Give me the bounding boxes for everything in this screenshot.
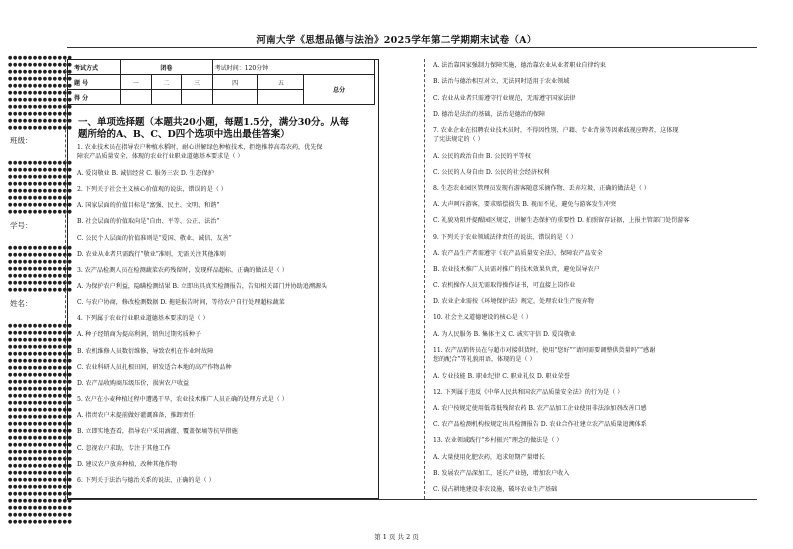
binding-dots: ●●●●●●●●●●●●●: [8, 287, 73, 293]
question-line: 您的配合”等礼貌用语，体现的是（ ）: [433, 356, 536, 363]
binding-dots: ●●●●●●●●●●●●●: [8, 111, 73, 117]
binding-dots: ●●●●●●●●●●●●●: [8, 323, 73, 329]
binding-dots: ●●●●●●●●●●●●●: [8, 498, 73, 504]
question-line: C. 农业科研人员扎根田间，研发适合本地的高产作物品种: [77, 364, 232, 371]
score-label: 得 分: [68, 90, 121, 105]
question-line: D. 农业企业需按《环境保护法》规定，处理农业生产废弃物: [433, 298, 594, 305]
binding-dots: ●●●●●●●●●●●●●: [8, 174, 73, 180]
binding-dots: ●●●●●●●●●●●●●: [8, 463, 73, 469]
binding-dots: ●●●●●●●●●●●●●: [8, 202, 73, 208]
question-line: 7. 农业企业在招聘农业技术员时，不得因性别、户籍、专业背景等因素歧视应聘者，这体现: [433, 127, 679, 134]
question-line: C. 农业从业者只需遵守行业规范，无需遵守国家法律: [433, 95, 576, 102]
binding-dots: ●●●●●●●●●●●●●: [8, 372, 73, 378]
question-line: C. 农产品检测机构按规定出具检测报告 D. 农业合作社建立农产品质量追溯体系: [433, 421, 647, 428]
binding-dots: ●●●●●●●●●●●●●: [8, 252, 73, 258]
binding-dots: ●●●●●●●●●●●●●: [8, 414, 73, 420]
question-line: B. 法治与德治相互对立，无法同时适用于农业领域: [433, 78, 570, 85]
binding-dots: ●●●●●●●●●●●●●: [8, 195, 73, 201]
exam-time: 考试时间：120分钟: [212, 60, 374, 75]
binding-dots: ●●●●●●●●●●●●●: [8, 421, 73, 427]
binding-dots: ●●●●●●●●●●●●●: [8, 365, 73, 371]
binding-dots: ●●●●●●●●●●●●●: [8, 104, 73, 110]
column-header: 四: [212, 75, 258, 90]
binding-dots: ●●●●●●●●●●●●●: [8, 428, 73, 434]
section-heading-line: 题所给的A、B、C、D四个选项中选出最佳答案）: [78, 129, 290, 140]
question-line: 了宪法规定的（ ）: [433, 136, 484, 143]
right-column-questions: [433, 0, 763, 549]
question-line: C. 农机操作人员无需取得操作证书，可直接上岗作业: [433, 282, 576, 289]
question-line: 5. 农户在小麦种植过程中遭遇干旱，农业技术推广人员正确的处理方式是（ ）: [77, 396, 288, 403]
binding-dots: ●●●●●●●●●●●●●: [8, 505, 73, 511]
binding-dots: ●●●●●●●●●●●●●: [8, 125, 73, 131]
question-line: B. 农业技术推广人员需对推广的技术效果负责，避免误导农户: [433, 266, 600, 273]
question-line: 6. 下列关于法治与德治关系的说法，正确的是（ ）: [77, 477, 215, 484]
binding-dots: ●●●●●●●●●●●●●: [8, 266, 73, 272]
question-line: A. 种子经销商为提高利润，销售过期劣质种子: [77, 331, 202, 338]
binding-dots: ●●●●●●●●●●●●●: [8, 280, 73, 286]
column-header: 五: [258, 75, 304, 90]
paper-title: 河南大学《思想品德与法治》2025学年第二学期期末试卷（A）: [256, 35, 537, 46]
question-line: A. 为人民服务 B. 集体主义 C. 诚实守信 D. 爱岗敬业: [433, 331, 576, 338]
binding-dots: ●●●●●●●●●●●●●: [8, 259, 73, 265]
binding-dots: ●●●●●●●●●●●●●: [8, 76, 73, 82]
left-column-questions: [77, 0, 377, 549]
binding-dots: ●●●●●●●●●●●●●: [8, 118, 73, 124]
binding-dots: ●●●●●●●●●●●●●: [8, 512, 73, 518]
binding-dots: ●●●●●●●●●●●●●: [8, 181, 73, 187]
binding-dots: ●●●●●●●●●●●●●: [8, 449, 73, 455]
binding-dots: ●●●●●●●●●●●●●: [8, 456, 73, 462]
page-number: 第 1 页 共 2 页: [374, 533, 419, 541]
name-label: 姓名：: [10, 299, 33, 308]
student-id-label: 学号：: [10, 221, 33, 230]
question-line: 13. 农业领域践行“乡村振兴”理念的做法是（ ）: [433, 437, 563, 444]
question-line: A. 国家层面的价值目标是“富强、民主、文明、和谐”: [77, 202, 220, 209]
binding-dots: ●●●●●●●●●●●●●: [8, 97, 73, 103]
binding-dots: ●●●●●●●●●●●●●: [8, 90, 73, 96]
binding-dots: ●●●●●●●●●●●●●: [8, 69, 73, 75]
question-line: D. 农产品收购商压级压价，损害农户收益: [77, 380, 190, 387]
question-line: D. 德治是法治的基础，法治是德治的保障: [433, 111, 546, 118]
binding-dots: ●●●●●●●●●●●●●: [8, 55, 73, 61]
binding-dots: ●●●●●●●●●●●●●: [8, 393, 73, 399]
question-line: 9. 下列关于农业领域法律责任的说法，错误的是（ ）: [433, 234, 577, 241]
section-heading-line: 一、单项选择题（本题共20小题，每题1.5分，满分30分。从每: [78, 117, 349, 128]
question-line: 8. 生态农业园区管理员发现有游客随意采摘作物、丢弃垃圾，正确的做法是（ ）: [433, 185, 650, 192]
binding-dots: ●●●●●●●●●●●●●: [8, 83, 73, 89]
column-divider: [424, 59, 425, 499]
class-label: 班级：: [10, 136, 33, 145]
question-line: 障农产品质量安全，体现的农业行业职业道德基本要求是（ ）: [77, 153, 244, 160]
column-header: 一: [121, 75, 152, 90]
binding-dots: ●●●●●●●●●●●●●: [8, 386, 73, 392]
binding-dots: ●●●●●●●●●●●●●: [8, 330, 73, 336]
binding-strip: [0, 55, 73, 525]
question-line: D. 农业从业者只需践行“敬业”准则，无需关注其他准则: [77, 251, 226, 258]
question-line: B. 农机维修人员数衍维修，导致农机在作业时故障: [77, 348, 214, 355]
binding-dots: ●●●●●●●●●●●●●: [8, 470, 73, 476]
binding-dots: ●●●●●●●●●●●●●: [8, 160, 73, 166]
column-header: 二: [151, 75, 182, 90]
total-label: 总分: [304, 75, 375, 105]
question-line: C. 忽视农户求助，专注于其他工作: [77, 445, 171, 452]
question-line: A. 法治靠国家强制力保障实施，德治靠农业从业者职业自律约束: [433, 62, 606, 69]
binding-dots: ●●●●●●●●●●●●●: [8, 484, 73, 490]
question-line: 10. 社会主义道德建设的核心是（ ）: [433, 314, 532, 321]
question-line: A. 专业技能 B. 职业纪律 C. 职业礼仪 D. 职业荣誉: [433, 373, 570, 380]
binding-dots: ●●●●●●●●●●●●●: [8, 337, 73, 343]
question-line: A. 大声呵斥游客，要求赔偿损失 B. 视而不见，避免与游客发生冲突: [433, 201, 617, 208]
binding-dots: ●●●●●●●●●●●●●: [8, 477, 73, 483]
binding-dots: ●●●●●●●●●●●●●: [8, 351, 73, 357]
exam-mode-value: 闭卷: [121, 60, 213, 75]
exam-mode-label: 考试方式: [68, 60, 121, 75]
binding-dots: ●●●●●●●●●●●●●: [8, 245, 73, 251]
binding-dots: ●●●●●●●●●●●●●: [8, 358, 73, 364]
binding-dots: ●●●●●●●●●●●●●: [8, 344, 73, 350]
question-line: B. 立即实地查看，指导农户采用滴灌、覆盖保墒等抗旱措施: [77, 428, 238, 435]
binding-dots: ●●●●●●●●●●●●●: [8, 167, 73, 173]
question-line: 3. 农产品检测人员在检测蔬菜农药残留时，发现样品超标，正确的做法是（ ）: [77, 267, 288, 274]
question-line: C. 与农户协商，修改检测数据 D. 拖延报告时间，等待农户自行处理超标蔬菜: [77, 299, 285, 306]
question-line: B. 发展农产品深加工，延长产业链，增加农户收入: [433, 470, 570, 477]
question-line: C. 公民的人身自由 D. 公民的社会经济权利: [433, 169, 550, 176]
binding-dots: ●●●●●●●●●●●●●: [8, 491, 73, 497]
binding-dots: ●●●●●●●●●●●●●: [8, 442, 73, 448]
question-line: C. 公民个人层面的价值准则是“爱国、敬业、诚信、友善”: [77, 235, 232, 242]
question-line: 2. 下列关于社会主义核心价值观的说法，错误的是（ ）: [77, 186, 227, 193]
question-line: A. 农产品生产者需遵守《农产品质量安全法》，保障农产品安全: [433, 250, 603, 257]
question-line: A. 公民的政治自由 B. 公民的平等权: [433, 153, 531, 160]
question-line: 1. 农业技术员在指导农户种植水稻时，耐心讲解绿色种植技术，拒绝推荐高毒农药，优先保: [77, 144, 323, 151]
question-line: A. 大量使用化肥农药，追求短期产量增长: [433, 454, 545, 461]
question-line: D. 建议农户放弃种植，改种其他作物: [77, 461, 177, 468]
question-line: A. 爱岗敬业 B. 诚信经营 C. 服务三农 D. 生态保护: [77, 170, 214, 177]
binding-dots: ●●●●●●●●●●●●●: [8, 400, 73, 406]
question-line: A. 为保护农户利益，隐瞒检测结果 B. 立即出具真实检测报告，告知相关部门并协助追溯源头: [77, 283, 328, 290]
column-header: 三: [182, 75, 213, 90]
question-line: A. 指责农户未提前做好灌溉准备，推卸责任: [77, 412, 195, 419]
question-line: C. 礼貌劝阻并提醒园区规定，讲解生态保护的重要性 D. 拍照留存证据，上报主管部门处罚游客: [433, 217, 690, 224]
question-line: 12. 下列属于违反《中华人民共和国农产品质量安全法》的行为是（ ）: [433, 389, 624, 396]
question-line: B. 社会层面的价值取向是“自由、平等、公正、法治”: [77, 218, 220, 225]
binding-dots: ●●●●●●●●●●●●●: [8, 209, 73, 215]
binding-dots: ●●●●●●●●●●●●●: [8, 407, 73, 413]
binding-dots: ●●●●●●●●●●●●●: [8, 62, 73, 68]
column-divider: [65, 59, 66, 499]
question-line: 11. 农产品销售员在与超市对接供货时，使用“您好”“请问需要调整供货量吗”“感谢: [433, 347, 656, 354]
question-line: A. 农户按规定使用低毒低残留农药 B. 农产品加工企业使用非法添加剂改善口感: [433, 405, 647, 412]
question-no-label: 题 号: [68, 75, 121, 90]
binding-dots: ●●●●●●●●●●●●●: [8, 188, 73, 194]
question-line: 4. 下列属于农业行业职业道德基本要求的是（ ）: [77, 315, 209, 322]
binding-dots: ●●●●●●●●●●●●●: [8, 519, 73, 525]
question-line: C. 侵占耕地建设非农设施，破坏农业生产基础: [433, 486, 558, 493]
binding-dots: ●●●●●●●●●●●●●: [8, 273, 73, 279]
binding-dots: ●●●●●●●●●●●●●: [8, 435, 73, 441]
binding-dots: ●●●●●●●●●●●●●: [8, 379, 73, 385]
